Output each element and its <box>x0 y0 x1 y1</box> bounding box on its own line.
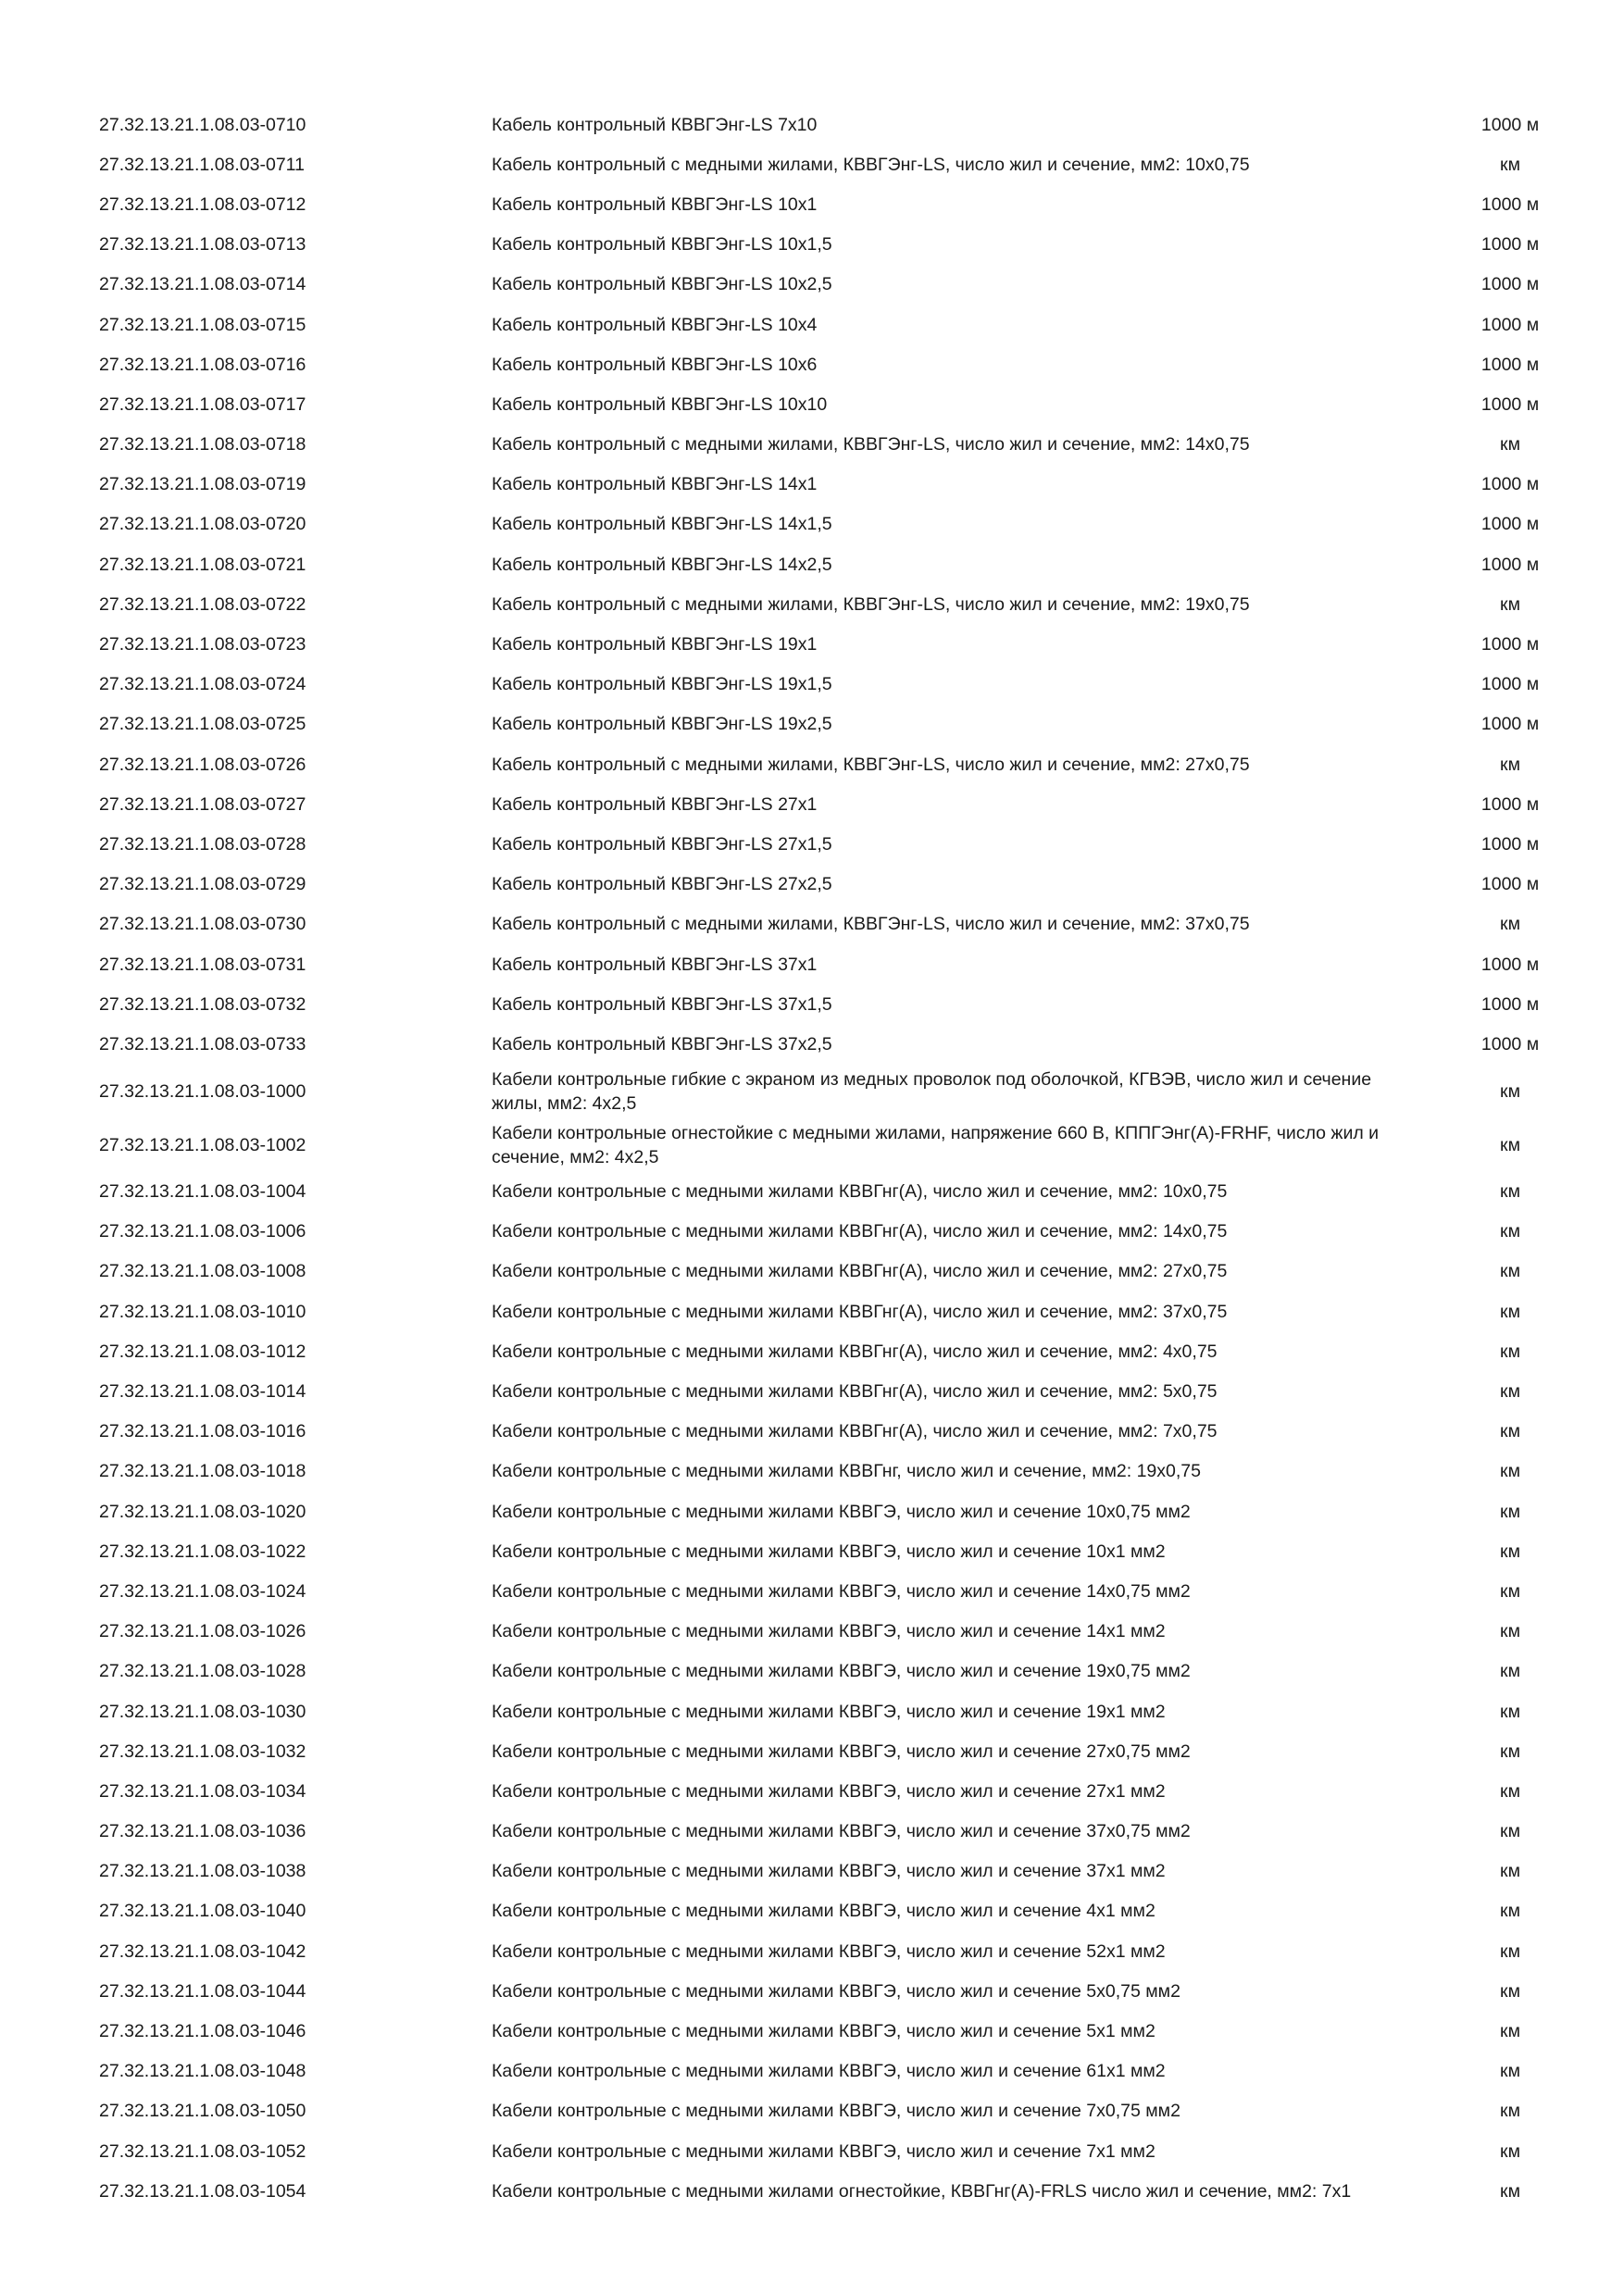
table-row <box>0 344 1624 384</box>
unit-of-measure: км <box>1500 1301 1520 1322</box>
resource-name: Кабели контрольные с медными жилами КВВГнг(А), число жил и сечение, мм2: 7x0,75 <box>492 1421 1218 1442</box>
unit-of-measure: км <box>1500 1821 1520 1842</box>
table-row <box>0 1172 1624 1212</box>
unit-of-measure: км <box>1500 2101 1520 2122</box>
table-row <box>0 705 1624 744</box>
unit-of-measure: км <box>1500 1980 1520 2002</box>
table-row <box>0 1812 1624 1852</box>
table-row <box>0 944 1624 984</box>
table-row <box>0 784 1624 824</box>
table-row <box>0 1731 1624 1771</box>
unit-of-measure: км <box>1500 1341 1520 1362</box>
unit-of-measure: 1000 м <box>1480 634 1540 655</box>
resource-code: 27.32.13.21.1.08.03-0711 <box>99 154 305 175</box>
table-row <box>0 265 1624 305</box>
resource-code: 27.32.13.21.1.08.03-1050 <box>99 2101 306 2122</box>
unit-of-measure: км <box>1500 1780 1520 1802</box>
table-row <box>0 2171 1624 2211</box>
table-row <box>0 1065 1624 1118</box>
resource-code: 27.32.13.21.1.08.03-1046 <box>99 2021 306 2042</box>
resource-code: 27.32.13.21.1.08.03-0723 <box>99 634 306 655</box>
unit-of-measure: км <box>1500 1701 1520 1722</box>
resource-code: 27.32.13.21.1.08.03-1000 <box>99 1080 306 1102</box>
resource-name: Кабель контрольный КВВГЭнг-LS 37x2,5 <box>492 1033 832 1054</box>
table-row <box>0 1531 1624 1571</box>
resource-name: Кабели контрольные огнестойкие с медными жилами, напряжение 660 В, КППГЭнг(А)-FRHF, число жил и сечение, мм2: 4x2,5 <box>492 1122 1380 1167</box>
resource-code: 27.32.13.21.1.08.03-0715 <box>99 314 306 335</box>
unit-of-measure: км <box>1500 1940 1520 1962</box>
table-row <box>0 984 1624 1024</box>
resource-code: 27.32.13.21.1.08.03-1028 <box>99 1661 306 1682</box>
resource-name: Кабель контрольный КВВГЭнг-LS 10x1,5 <box>492 234 832 256</box>
unit-of-measure: 1000 м <box>1480 674 1540 695</box>
resource-name: Кабель контрольный КВВГЭнг-LS 10x4 <box>492 314 818 335</box>
unit-of-measure: км <box>1500 1741 1520 1762</box>
resource-code: 27.32.13.21.1.08.03-1042 <box>99 1940 306 1962</box>
resource-name: Кабель контрольный с медными жилами, КВВГЭнг-LS, число жил и сечение, мм2: 37x0,75 <box>492 914 1250 935</box>
resource-code: 27.32.13.21.1.08.03-0727 <box>99 793 306 815</box>
resource-code: 27.32.13.21.1.08.03-1014 <box>99 1381 306 1403</box>
resource-name: Кабели контрольные с медными жилами КВВГЭ, число жил и сечение 19x0,75 мм2 <box>492 1661 1191 1682</box>
unit-of-measure: км <box>1500 154 1520 175</box>
resource-name: Кабели контрольные с медными жилами КВВГЭ, число жил и сечение 4x1 мм2 <box>492 1901 1156 1922</box>
price-table <box>0 105 1624 2211</box>
resource-code: 27.32.13.21.1.08.03-1024 <box>99 1580 306 1602</box>
resource-name: Кабели контрольные с медными жилами КВВГнг(А), число жил и сечение, мм2: 37x0,75 <box>492 1301 1228 1322</box>
unit-of-measure: 1000 м <box>1480 474 1540 495</box>
resource-name: Кабели контрольные с медными жилами КВВГЭ, число жил и сечение 7x1 мм2 <box>492 2140 1156 2162</box>
unit-of-measure: км <box>1500 1901 1520 1922</box>
table-row <box>0 1412 1624 1452</box>
resource-code: 27.32.13.21.1.08.03-1026 <box>99 1621 306 1642</box>
unit-of-measure: км <box>1500 1181 1520 1203</box>
resource-code: 27.32.13.21.1.08.03-0730 <box>99 914 306 935</box>
table-row <box>0 184 1624 224</box>
unit-of-measure: 1000 м <box>1480 393 1540 415</box>
resource-code: 27.32.13.21.1.08.03-0712 <box>99 193 306 215</box>
table-row <box>0 624 1624 664</box>
unit-of-measure: 1000 м <box>1480 833 1540 855</box>
resource-name: Кабель контрольный КВВГЭнг-LS 14x1,5 <box>492 514 832 535</box>
resource-code: 27.32.13.21.1.08.03-0725 <box>99 714 306 735</box>
table-row <box>0 824 1624 864</box>
resource-name: Кабели контрольные с медными жилами КВВГЭ, число жил и сечение 14x0,75 мм2 <box>492 1580 1191 1602</box>
resource-code: 27.32.13.21.1.08.03-1040 <box>99 1901 306 1922</box>
resource-code: 27.32.13.21.1.08.03-0726 <box>99 754 306 775</box>
resource-name: Кабель контрольный КВВГЭнг-LS 7x10 <box>492 114 818 135</box>
resource-code: 27.32.13.21.1.08.03-0729 <box>99 874 306 895</box>
resource-name: Кабель контрольный КВВГЭнг-LS 10x1 <box>492 193 818 215</box>
table-row <box>0 1118 1624 1172</box>
resource-name: Кабель контрольный КВВГЭнг-LS 14x1 <box>492 474 818 495</box>
resource-code: 27.32.13.21.1.08.03-1030 <box>99 1701 306 1722</box>
resource-name: Кабели контрольные с медными жилами КВВГнг(А), число жил и сечение, мм2: 10x0,75 <box>492 1181 1228 1203</box>
table-row <box>0 1491 1624 1531</box>
resource-code: 27.32.13.21.1.08.03-1052 <box>99 2140 306 2162</box>
resource-code: 27.32.13.21.1.08.03-0710 <box>99 114 306 135</box>
table-row <box>0 1612 1624 1652</box>
unit-of-measure: км <box>1500 2180 1520 2202</box>
resource-name: Кабель контрольный КВВГЭнг-LS 27x2,5 <box>492 874 832 895</box>
resource-name: Кабели контрольные с медными жилами КВВГЭ, число жил и сечение 14x1 мм2 <box>492 1621 1166 1642</box>
table-row <box>0 465 1624 505</box>
unit-of-measure: км <box>1500 1580 1520 1602</box>
resource-code: 27.32.13.21.1.08.03-0722 <box>99 593 306 615</box>
table-row <box>0 384 1624 424</box>
unit-of-measure: 1000 м <box>1480 793 1540 815</box>
unit-of-measure: 1000 м <box>1480 314 1540 335</box>
table-row <box>0 1691 1624 1731</box>
resource-code: 27.32.13.21.1.08.03-1004 <box>99 1181 306 1203</box>
unit-of-measure: км <box>1500 1621 1520 1642</box>
table-row <box>0 1212 1624 1252</box>
table-row <box>0 305 1624 344</box>
unit-of-measure: км <box>1500 1421 1520 1442</box>
resource-code: 27.32.13.21.1.08.03-0733 <box>99 1033 306 1054</box>
unit-of-measure: км <box>1500 1461 1520 1482</box>
table-row <box>0 1024 1624 1064</box>
resource-code: 27.32.13.21.1.08.03-0731 <box>99 954 306 975</box>
unit-of-measure: км <box>1500 2021 1520 2042</box>
unit-of-measure: км <box>1500 914 1520 935</box>
resource-code: 27.32.13.21.1.08.03-0724 <box>99 674 306 695</box>
unit-of-measure: км <box>1500 1541 1520 1562</box>
resource-code: 27.32.13.21.1.08.03-1022 <box>99 1541 306 1562</box>
unit-of-measure: км <box>1500 2140 1520 2162</box>
resource-name: Кабель контрольный КВВГЭнг-LS 10x6 <box>492 354 818 375</box>
resource-code: 27.32.13.21.1.08.03-1044 <box>99 1980 306 2002</box>
unit-of-measure: км <box>1500 434 1520 455</box>
unit-of-measure: км <box>1500 1661 1520 1682</box>
resource-code: 27.32.13.21.1.08.03-0716 <box>99 354 306 375</box>
unit-of-measure: 1000 м <box>1480 114 1540 135</box>
resource-code: 27.32.13.21.1.08.03-1048 <box>99 2061 306 2082</box>
unit-of-measure: км <box>1500 1381 1520 1403</box>
table-row <box>0 1292 1624 1331</box>
unit-of-measure: км <box>1500 1861 1520 1882</box>
table-row <box>0 1252 1624 1292</box>
unit-of-measure: 1000 м <box>1480 354 1540 375</box>
table-row <box>0 865 1624 905</box>
table-row <box>0 2011 1624 2051</box>
unit-of-measure: км <box>1500 1501 1520 1522</box>
unit-of-measure: км <box>1500 1261 1520 1282</box>
unit-of-measure: 1000 м <box>1480 714 1540 735</box>
resource-code: 27.32.13.21.1.08.03-0732 <box>99 993 306 1015</box>
resource-name: Кабель контрольный с медными жилами, КВВГЭнг-LS, число жил и сечение, мм2: 19x0,75 <box>492 593 1250 615</box>
resource-name: Кабели контрольные гибкие с экраном из медных проволок под оболочкой, КГВЭВ, число жил и сечение жилы, мм2: 4x2,5 <box>492 1068 1372 1114</box>
table-row <box>0 1931 1624 1971</box>
resource-name: Кабель контрольный КВВГЭнг-LS 27x1,5 <box>492 833 832 855</box>
resource-name: Кабель контрольный КВВГЭнг-LS 19x2,5 <box>492 714 832 735</box>
resource-name: Кабели контрольные с медными жилами КВВГЭ, число жил и сечение 37x1 мм2 <box>492 1861 1166 1882</box>
resource-name: Кабели контрольные с медными жилами КВВГЭ, число жил и сечение 10x0,75 мм2 <box>492 1501 1191 1522</box>
table-row <box>0 1371 1624 1411</box>
unit-of-measure: км <box>1500 1221 1520 1242</box>
table-row <box>0 1771 1624 1811</box>
resource-code: 27.32.13.21.1.08.03-0720 <box>99 514 306 535</box>
unit-of-measure: км <box>1500 2061 1520 2082</box>
resource-name: Кабели контрольные с медными жилами КВВГЭ, число жил и сечение 10x1 мм2 <box>492 1541 1166 1562</box>
unit-of-measure: км <box>1500 754 1520 775</box>
resource-name: Кабель контрольный КВВГЭнг-LS 19x1,5 <box>492 674 832 695</box>
resource-name: Кабели контрольные с медными жилами огнестойкие, КВВГнг(А)-FRLS число жил и сечение, мм2: 7x1 <box>492 2180 1352 2202</box>
resource-code: 27.32.13.21.1.08.03-1054 <box>99 2180 306 2202</box>
table-row <box>0 2052 1624 2091</box>
table-row <box>0 425 1624 465</box>
resource-name: Кабели контрольные с медными жилами КВВГнг, число жил и сечение, мм2: 19x0,75 <box>492 1461 1201 1482</box>
table-row <box>0 1891 1624 1931</box>
unit-of-measure: 1000 м <box>1480 554 1540 575</box>
unit-of-measure: км <box>1500 1134 1520 1155</box>
resource-name: Кабели контрольные с медными жилами КВВГЭ, число жил и сечение 61x1 мм2 <box>492 2061 1166 2082</box>
unit-of-measure: км <box>1500 1080 1520 1102</box>
resource-name: Кабель контрольный с медными жилами, КВВГЭнг-LS, число жил и сечение, мм2: 27x0,75 <box>492 754 1250 775</box>
table-row <box>0 2091 1624 2131</box>
table-row <box>0 1852 1624 1891</box>
resource-name: Кабели контрольные с медными жилами КВВГЭ, число жил и сечение 52x1 мм2 <box>492 1940 1166 1962</box>
resource-name: Кабели контрольные с медными жилами КВВГЭ, число жил и сечение 37x0,75 мм2 <box>492 1821 1191 1842</box>
resource-code: 27.32.13.21.1.08.03-1038 <box>99 1861 306 1882</box>
resource-code: 27.32.13.21.1.08.03-1018 <box>99 1461 306 1482</box>
table-row <box>0 225 1624 265</box>
unit-of-measure: 1000 м <box>1480 993 1540 1015</box>
unit-of-measure: 1000 м <box>1480 954 1540 975</box>
table-row <box>0 744 1624 784</box>
resource-code: 27.32.13.21.1.08.03-1016 <box>99 1421 306 1442</box>
resource-code: 27.32.13.21.1.08.03-1034 <box>99 1780 306 1802</box>
resource-code: 27.32.13.21.1.08.03-0718 <box>99 434 306 455</box>
table-row <box>0 1452 1624 1491</box>
resource-name: Кабель контрольный КВВГЭнг-LS 37x1 <box>492 954 818 975</box>
resource-code: 27.32.13.21.1.08.03-1002 <box>99 1134 306 1155</box>
table-row <box>0 1571 1624 1611</box>
resource-name: Кабель контрольный КВВГЭнг-LS 27x1 <box>492 793 818 815</box>
resource-code: 27.32.13.21.1.08.03-1020 <box>99 1501 306 1522</box>
resource-name: Кабели контрольные с медными жилами КВВГЭ, число жил и сечение 27x1 мм2 <box>492 1780 1166 1802</box>
table-row <box>0 1971 1624 2011</box>
table-row <box>0 144 1624 184</box>
resource-name: Кабель контрольный КВВГЭнг-LS 10x2,5 <box>492 274 832 295</box>
unit-of-measure: 1000 м <box>1480 234 1540 256</box>
resource-name: Кабель контрольный КВВГЭнг-LS 37x1,5 <box>492 993 832 1015</box>
resource-name: Кабели контрольные с медными жилами КВВГнг(А), число жил и сечение, мм2: 5x0,75 <box>492 1381 1218 1403</box>
resource-code: 27.32.13.21.1.08.03-1012 <box>99 1341 306 1362</box>
resource-name: Кабели контрольные с медными жилами КВВГнг(А), число жил и сечение, мм2: 4x0,75 <box>492 1341 1218 1362</box>
table-row <box>0 1652 1624 1691</box>
resource-name: Кабели контрольные с медными жилами КВВГнг(А), число жил и сечение, мм2: 14x0,75 <box>492 1221 1228 1242</box>
resource-code: 27.32.13.21.1.08.03-1032 <box>99 1741 306 1762</box>
resource-code: 27.32.13.21.1.08.03-1008 <box>99 1261 306 1282</box>
unit-of-measure: 1000 м <box>1480 514 1540 535</box>
unit-of-measure: 1000 м <box>1480 193 1540 215</box>
unit-of-measure: 1000 м <box>1480 1033 1540 1054</box>
table-row <box>0 2131 1624 2171</box>
table-row <box>0 1331 1624 1371</box>
resource-code: 27.32.13.21.1.08.03-1006 <box>99 1221 306 1242</box>
resource-code: 27.32.13.21.1.08.03-0721 <box>99 554 306 575</box>
resource-code: 27.32.13.21.1.08.03-0728 <box>99 833 306 855</box>
table-row <box>0 665 1624 705</box>
resource-name: Кабель контрольный КВВГЭнг-LS 19x1 <box>492 634 818 655</box>
table-row <box>0 505 1624 544</box>
resource-code: 27.32.13.21.1.08.03-1036 <box>99 1821 306 1842</box>
resource-name: Кабель контрольный с медными жилами, КВВГЭнг-LS, число жил и сечение, мм2: 14x0,75 <box>492 434 1250 455</box>
resource-name: Кабели контрольные с медными жилами КВВГЭ, число жил и сечение 27x0,75 мм2 <box>492 1741 1191 1762</box>
resource-code: 27.32.13.21.1.08.03-0713 <box>99 234 306 256</box>
resource-name: Кабель контрольный с медными жилами, КВВГЭнг-LS, число жил и сечение, мм2: 10x0,75 <box>492 154 1250 175</box>
table-row <box>0 544 1624 584</box>
resource-code: 27.32.13.21.1.08.03-0719 <box>99 474 306 495</box>
resource-code: 27.32.13.21.1.08.03-1010 <box>99 1301 306 1322</box>
resource-name: Кабель контрольный КВВГЭнг-LS 10x10 <box>492 393 828 415</box>
table-row <box>0 105 1624 144</box>
resource-name: Кабели контрольные с медными жилами КВВГЭ, число жил и сечение 7x0,75 мм2 <box>492 2101 1181 2122</box>
resource-code: 27.32.13.21.1.08.03-0714 <box>99 274 306 295</box>
unit-of-measure: 1000 м <box>1480 874 1540 895</box>
table-row <box>0 905 1624 944</box>
unit-of-measure: км <box>1500 593 1520 615</box>
resource-name: Кабели контрольные с медными жилами КВВГнг(А), число жил и сечение, мм2: 27x0,75 <box>492 1261 1228 1282</box>
resource-code: 27.32.13.21.1.08.03-0717 <box>99 393 306 415</box>
table-row <box>0 584 1624 624</box>
resource-name: Кабели контрольные с медными жилами КВВГЭ, число жил и сечение 19x1 мм2 <box>492 1701 1166 1722</box>
resource-name: Кабели контрольные с медными жилами КВВГЭ, число жил и сечение 5x1 мм2 <box>492 2021 1156 2042</box>
resource-name: Кабель контрольный КВВГЭнг-LS 14x2,5 <box>492 554 832 575</box>
unit-of-measure: 1000 м <box>1480 274 1540 295</box>
resource-name: Кабели контрольные с медными жилами КВВГЭ, число жил и сечение 5x0,75 мм2 <box>492 1980 1181 2002</box>
